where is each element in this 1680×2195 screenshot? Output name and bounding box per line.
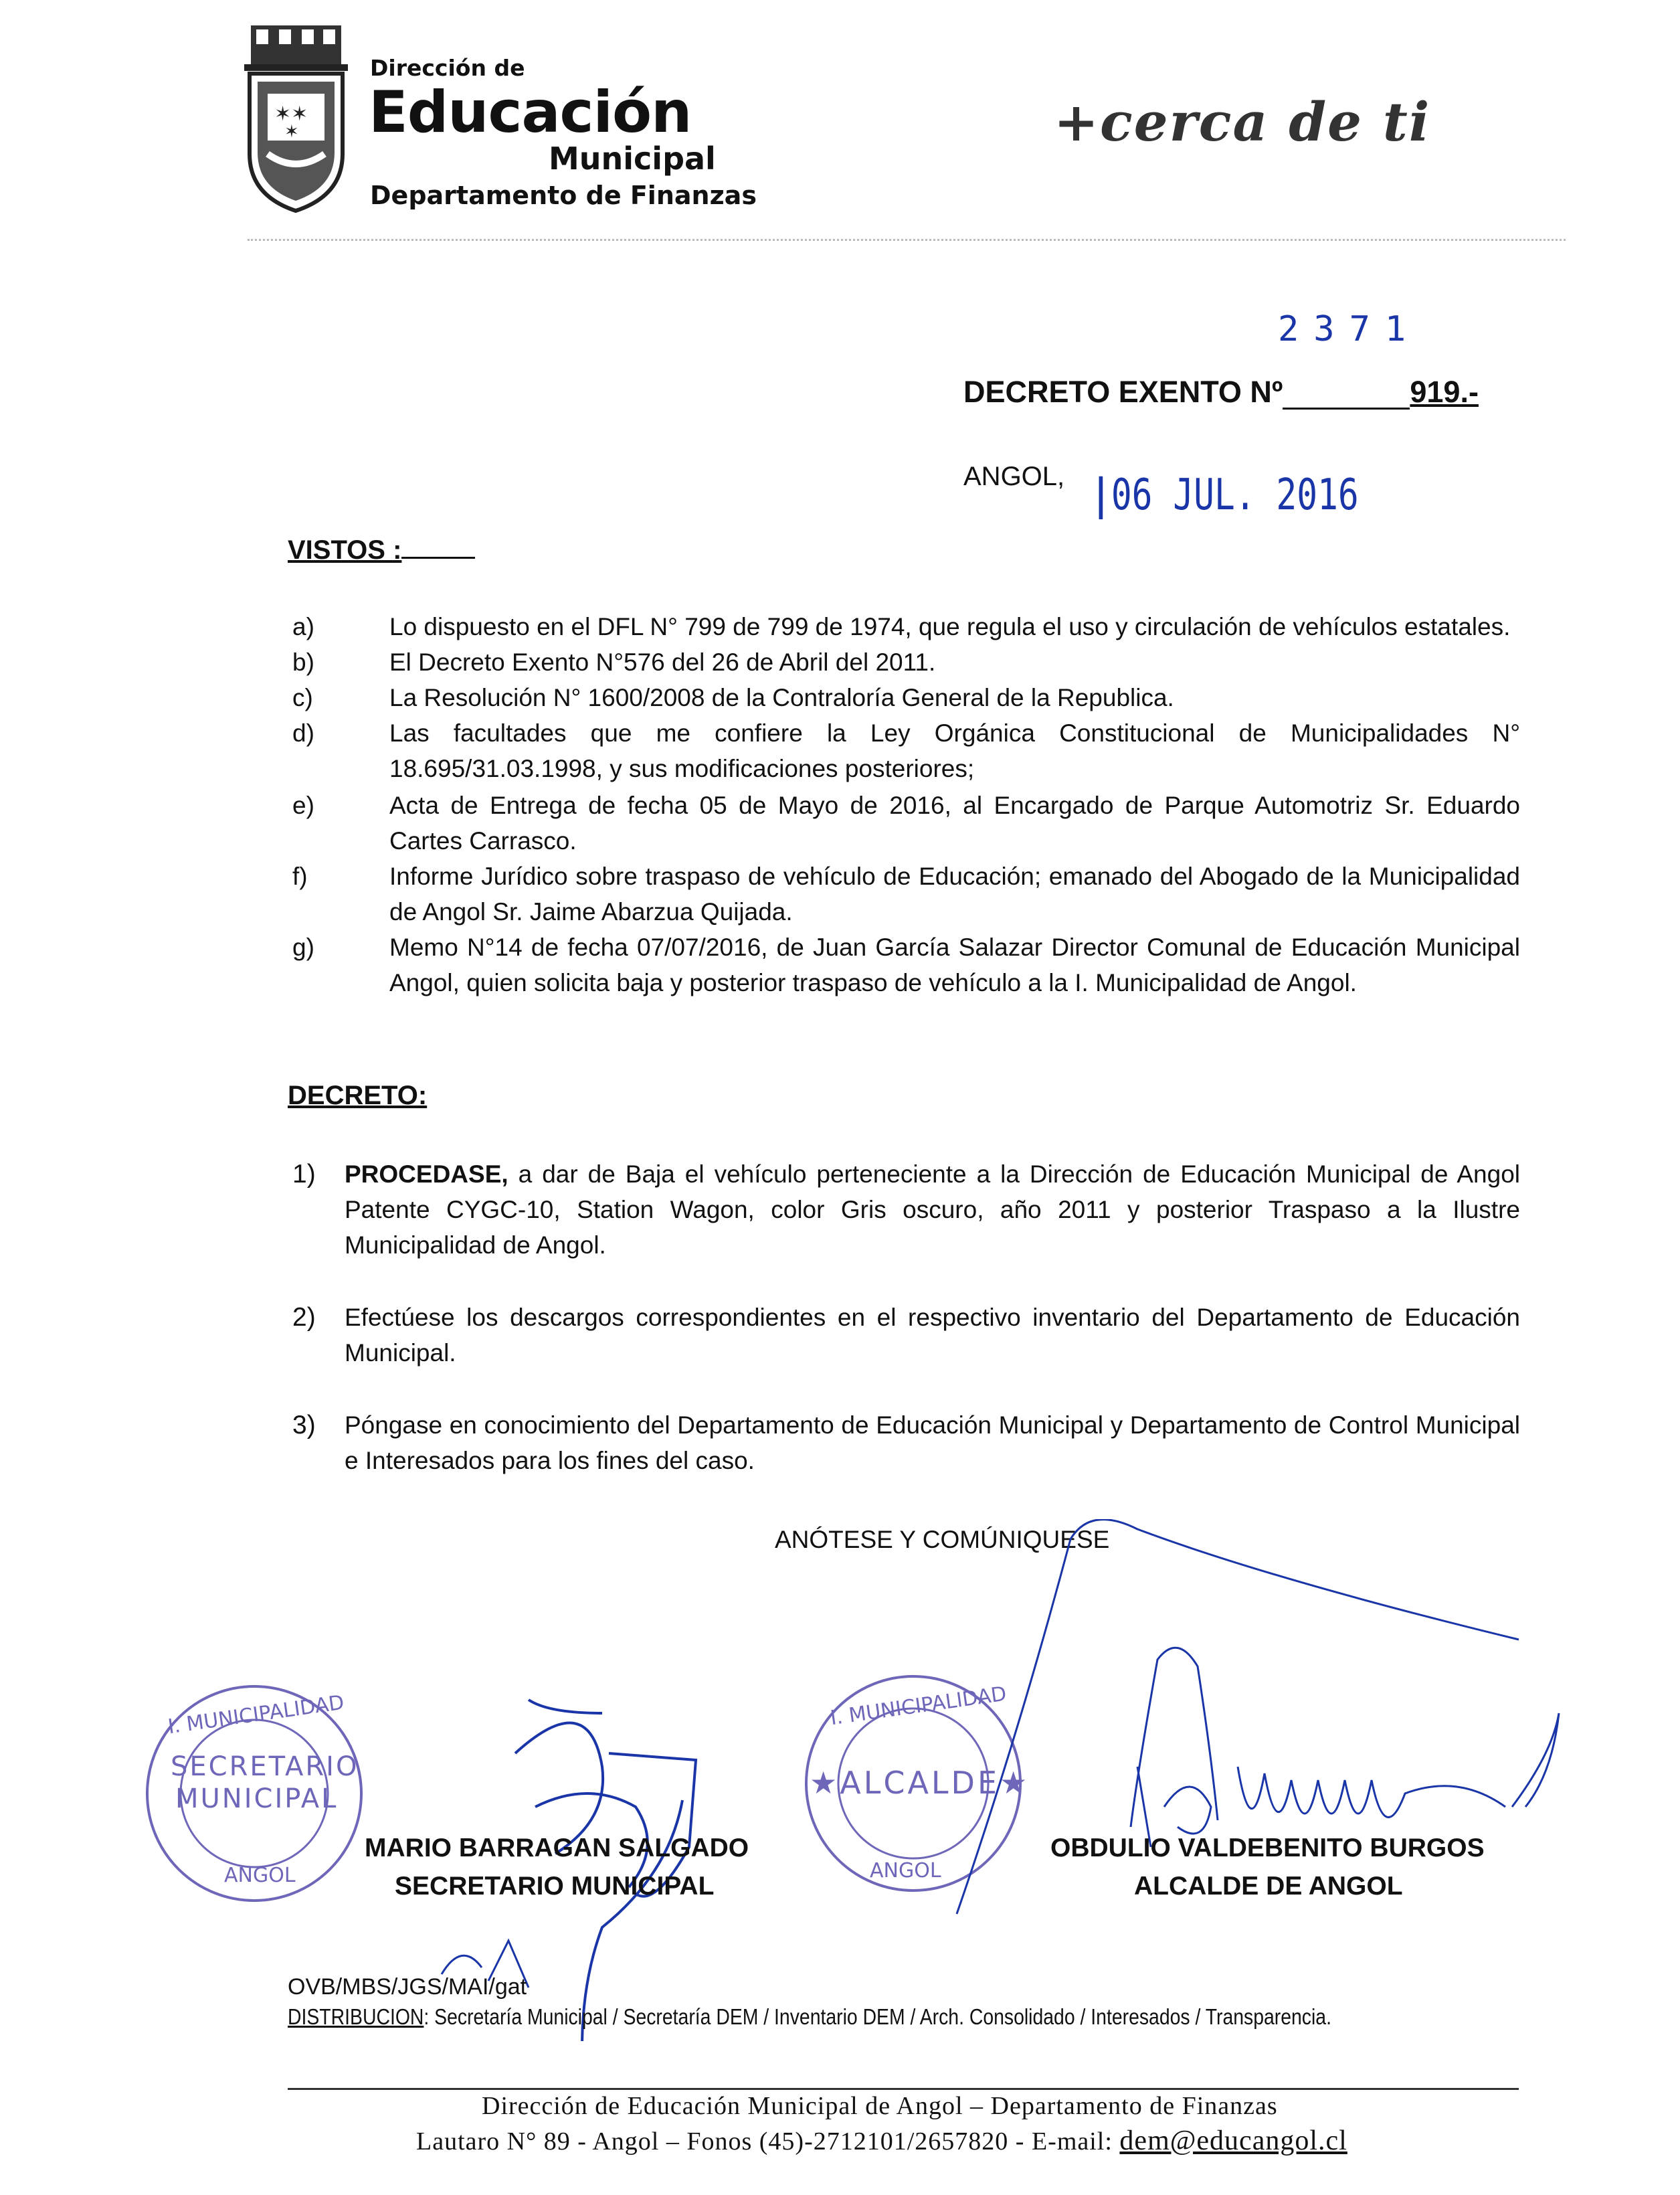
decreto-heading: DECRETO: <box>288 1081 428 1110</box>
stamped-number: 2371 <box>1278 309 1421 349</box>
date-stamp-text: 06 JUL. 2016 <box>1111 470 1359 520</box>
signer-right-name: OBDULIO VALDEBENITO BURGOS <box>1050 1834 1485 1862</box>
stamp-alcalde-mid: ★ALCALDE★ <box>810 1765 1030 1801</box>
footer-line-2: Lautaro N° 89 - Angol – Fonos (45)-2712101/2657820 - E-mail: dem@educangol.cl <box>416 2125 1347 2156</box>
stamp-secretario-mid1: SECRETARIO <box>171 1751 359 1782</box>
distribution-text: : Secretaría Municipal / Secretaría DEM / Inventario DEM / Arch. Consolidado / Interesados / Transparencia. <box>424 2004 1331 2029</box>
stamp-secretario-top: I. MUNICIPALIDAD <box>166 1690 346 1739</box>
svg-text:✶: ✶ <box>284 121 299 141</box>
letterhead <box>238 20 759 221</box>
decree-heading <box>963 375 1479 410</box>
decree-label: DECRETO EXENTO Nº <box>963 375 1283 409</box>
svg-text:✶✶: ✶✶ <box>274 103 308 125</box>
distribution <box>288 2004 1331 2030</box>
coat-of-arms-icon <box>238 20 355 221</box>
signer-left-title: SECRETARIO MUNICIPAL <box>395 1872 715 1901</box>
initials: OVB/MBS/JGS/MAI/gat <box>288 1974 527 2000</box>
header-divider <box>248 239 1566 241</box>
signer-right-title: ALCALDE DE ANGOL <box>1134 1872 1403 1901</box>
list-item: d) Las facultades que me confiere la Ley Orgánica Constitucional de Municipalidades N° 18.695/31.03.1998, y sus modificaciones posteriores; <box>292 719 1520 782</box>
stamp-alcalde-bottom: ANGOL <box>870 1859 941 1882</box>
list-item: a) Lo dispuesto en el DFL N° 799 de 799 de 1974, que regula el uso y circulación de vehículos estatales. <box>292 613 1511 640</box>
list-item: e) Acta de Entrega de fecha 05 de Mayo de 2016, al Encargado de Parque Automotriz Sr. Eduardo Cartes Carrasco. <box>292 792 1520 855</box>
decree-number: 919.- <box>1410 375 1479 409</box>
list-item: f) Informe Jurídico sobre traspaso de vehículo de Educación; emanado del Abogado de la Municipalidad de Angol Sr. Jaime Abarzua Quijada. <box>292 863 1520 926</box>
header-title: Educación <box>369 79 692 146</box>
decreto-list <box>292 1156 1520 1478</box>
footer-rule <box>288 2088 1519 2090</box>
list-item: g) Memo N°14 de fecha 07/07/2016, de Juan García Salazar Director Comunal de Educación Municipal Angol, quien solicita baja y posterior traspaso de vehículo a la I. Municipalidad de Angol. <box>292 934 1520 996</box>
date-stamp: |06 JUL. 2016 <box>1091 470 1359 520</box>
header-line-1: Dirección de <box>370 55 525 81</box>
header-department: Departamento de Finanzas <box>370 181 757 210</box>
stamp-alcalde-top: I. MUNICIPALIDAD <box>828 1682 1008 1731</box>
list-item: b) El Decreto Exento N°576 del 26 de Abril del 2011. <box>292 648 936 676</box>
place: ANGOL, <box>963 462 1065 491</box>
list-item: 1) PROCEDASE, a dar de Baja el vehículo perteneciente a la Dirección de Educación Municipal de Angol Patente CYGC-10, Station Wagon, color Gris oscuro, año 2011 y posterior Traspaso a la Ilustre Municipalidad de Angol. <box>292 1160 1520 1259</box>
vistos-list <box>292 609 1520 1000</box>
slogan: +cerca de ti <box>1054 90 1431 153</box>
list-item: 2) Efectúese los descargos correspondientes en el respectivo inventario del Departamento de Educación Municipal. <box>292 1303 1520 1367</box>
closing: ANÓTESE Y COMÚNIQUESE <box>775 1526 1110 1553</box>
stamp-secretario-mid2: MUNICIPAL <box>175 1783 339 1814</box>
footer-email-link[interactable]: dem@educangol.cl <box>1119 2125 1347 2156</box>
footer-line-1: Dirección de Educación Municipal de Angol – Departamento de Finanzas <box>482 2092 1278 2120</box>
list-item: 3) Póngase en conocimiento del Departamento de Educación Municipal y Departamento de Control Municipal e Interesados para los fines del caso. <box>292 1411 1520 1474</box>
vistos-heading: VISTOS : <box>288 534 475 565</box>
header-line-3: Municipal <box>549 141 716 177</box>
signature-marks <box>0 1519 1680 2041</box>
stamp-secretario-bottom: ANGOL <box>224 1864 296 1887</box>
signer-left-name: MARIO BARRAGAN SALGADO <box>365 1834 749 1862</box>
list-item: c) La Resolución N° 1600/2008 de la Contraloría General de la Republica. <box>292 684 1174 711</box>
distribution-label: DISTRIBUCION <box>288 2004 424 2029</box>
